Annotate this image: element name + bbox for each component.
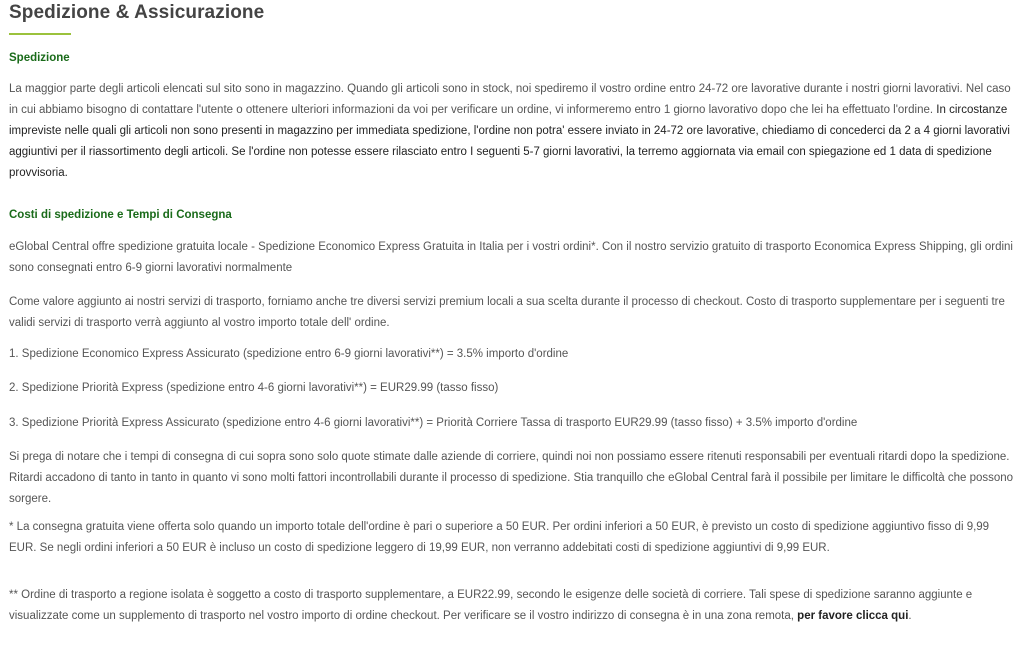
delivery-note-paragraph: Si prega di notare che i tempi di consegna di cui sopra sono solo quote stimate dalle aziende di corriere, quindi noi non possiamo essere ritenuti responsabili per eventuali ritardi dopo la spedizione. Ritardi accadono di tanto in tanto in quanto vi sono molti fattori incontrollabili durante il processo di spedizione. Stia tranquillo che eGlobal Central farà il possibile per limitare le difficoltà che possono sorgere. xyxy=(9,451,1014,505)
remote-area-text: ** Ordine di trasporto a regione isolata è soggetto a costo di trasporto supplementare, a EUR22.99, secondo le esigenze delle società di corriere. Tali spese di spedizione saranno aggiunte e visualizzate come un supplemento di trasporto nel vostro importo di ordine checkout. Per verificare se il vostro indirizzo di consegna è in una zona remota, xyxy=(9,589,973,622)
costi-premium-paragraph: Come valore aggiunto ai nostri servizi di trasporto, forniamo anche tre diversi servizi premium locali a sua scelta durante il processo di checkout. Costo di trasporto supplementare per i seguenti tre validi servizi di trasporto verrà aggiunto al vostro importo totale dell' ordine. xyxy=(9,296,1005,329)
page-title: Spedizione & Assicurazione xyxy=(9,2,265,23)
shipping-option-2: 2. Spedizione Priorità Express (spedizione entro 4-6 giorni lavorativi**) = EUR29.99 (tasso fisso) xyxy=(9,382,499,394)
title-underline xyxy=(9,33,71,35)
section-heading-spedizione: Spedizione xyxy=(9,52,70,64)
section-heading-costi: Costi di spedizione e Tempi di Consegna xyxy=(9,209,232,221)
spedizione-text-part2: In circostanze impreviste nelle quali gli articoli non sono presenti in magazzino per immediata spedizione, l'ordine non potra' essere inviato in 24-72 ore lavorative, chiediamo di concederci da 2 a 4 giorni lavorativi aggiuntivi per il riassortimento degli articoli. Se l'ordine non potesse essere rilasciato entro I seguenti 5-7 giorni lavorativi, la terremo aggiornata via email con spiegazione ed 1 data di spedizione provvisoria. xyxy=(9,104,1010,179)
spedizione-paragraph xyxy=(9,79,1014,184)
costi-intro-paragraph: eGlobal Central offre spedizione gratuita locale - Spedizione Economico Express Gratuita in Italia per i vostri ordini*. Con il nostro servizio gratuito di trasporto Economica Express Shipping, gli ordini sono consegnati entro 6-9 giorni lavorativi normalmente xyxy=(9,241,1013,274)
spedizione-text-part1: La maggior parte degli articoli elencati sul sito sono in magazzino. Quando gli articoli sono in stock, noi spediremo il vostro ordine entro 24-72 ore lavorative durante i nostri giorni lavorativi. Nel caso in cui abbiamo bisogno di contattare l'utente o ottenere ulteriori informazioni da voi per verificare un ordine, vi informeremo entro 1 giorno lavorativo dopo che lei ha effettuato l'ordine. xyxy=(9,83,1011,116)
free-shipping-paragraph: * La consegna gratuita viene offerta solo quando un importo totale dell'ordine è pari o superiore a 50 EUR. Per ordini inferiori a 50 EUR, è previsto un costo di spedizione aggiuntivo fisso di 9,99 EUR. Se negli ordini inferiori a 50 EUR è incluso un costo di spedizione leggero di 19,99 EUR, non verranno addebitati costi di spedizione aggiuntivi di 9,99 EUR. xyxy=(9,521,990,554)
remote-area-end: . xyxy=(908,610,912,622)
shipping-option-1: 1. Spedizione Economico Express Assicurato (spedizione entro 6-9 giorni lavorativi**) = 3.5% importo d'ordine xyxy=(9,348,569,360)
shipping-option-3: 3. Spedizione Priorità Express Assicurato (spedizione entro 4-6 giorni lavorativi**) = Priorità Corriere Tassa di trasporto EUR29.99 (tasso fisso) + 3.5% importo d'ordine xyxy=(9,417,858,429)
remote-area-link[interactable]: per favore clicca qui xyxy=(797,610,909,622)
remote-area-paragraph xyxy=(9,585,1014,627)
